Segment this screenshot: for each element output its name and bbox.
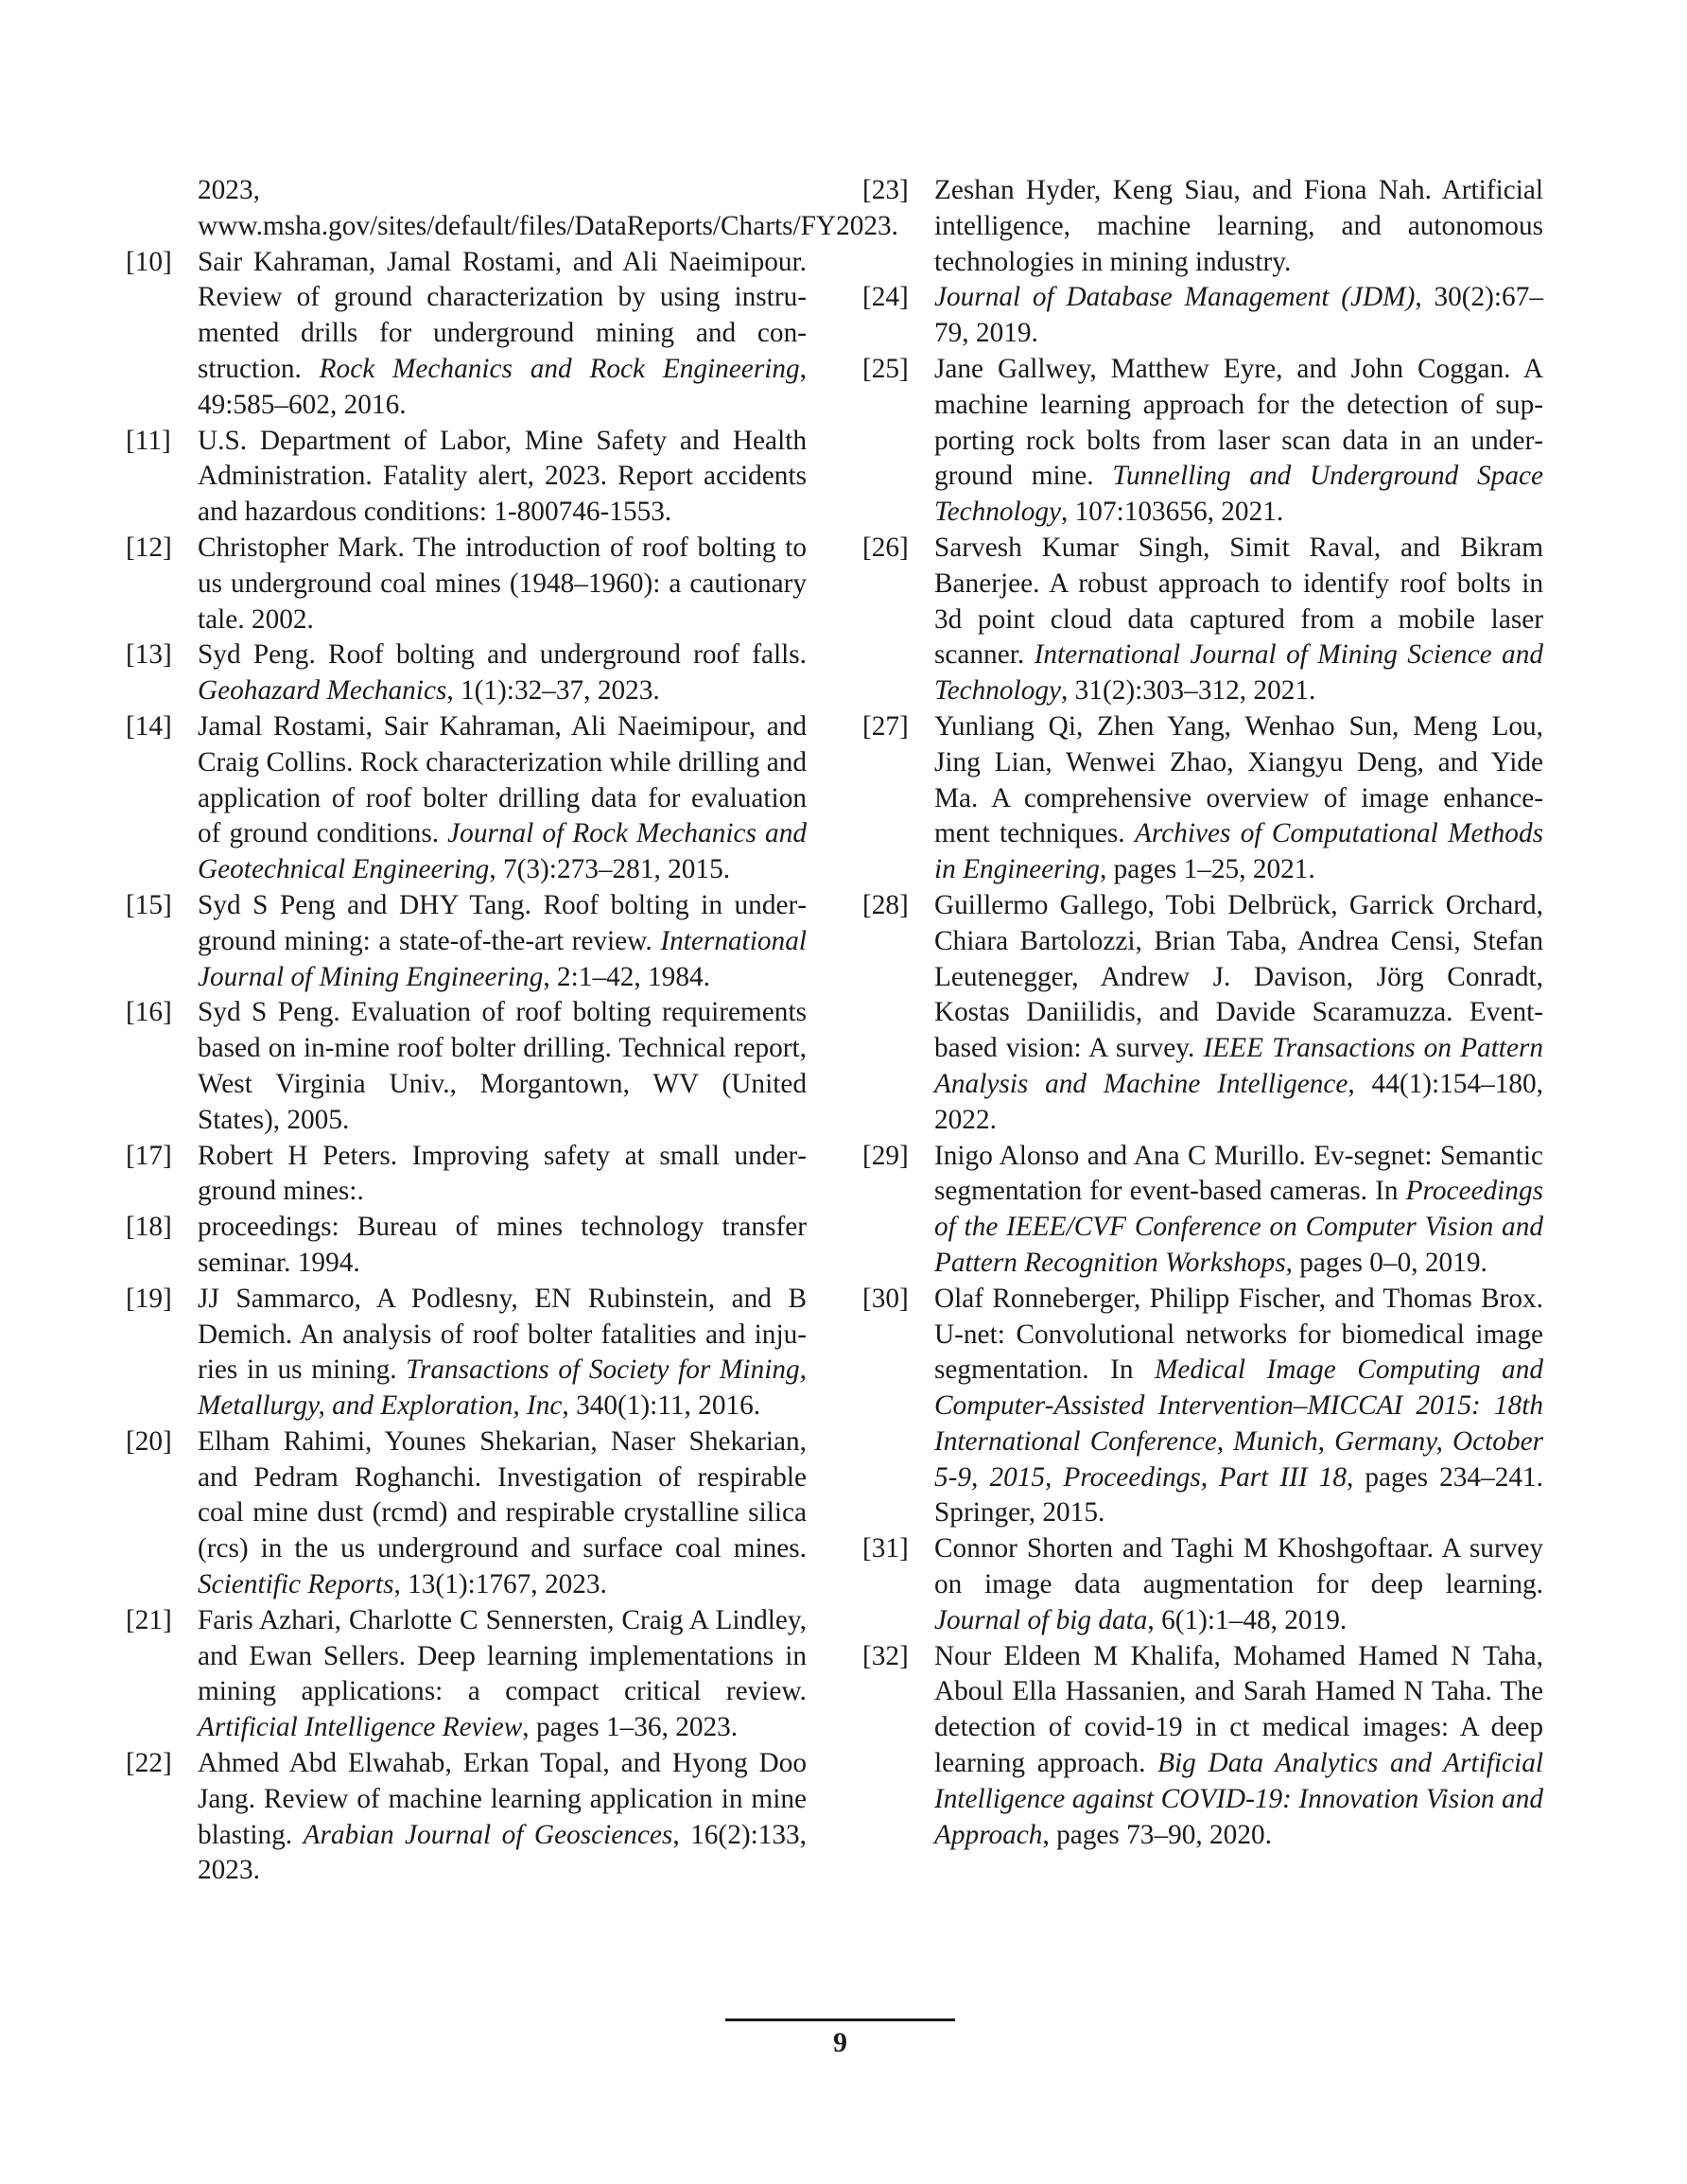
reference-number: [13]: [126, 639, 172, 671]
reference-entry: [862, 888, 1543, 1139]
reference-number: [10]: [126, 246, 172, 277]
reference-venue: Journal of Database Management (JDM): [934, 282, 1416, 313]
reference-number: [31]: [862, 1533, 909, 1564]
reference-venue: Scientific Reports: [198, 1569, 394, 1600]
reference-entry: [862, 1531, 1543, 1638]
reference-entry: [126, 173, 899, 245]
reference-segment: Christopher Mark. The introduction of roof bolting to us underground coal mines (1948–1960): a cautionary tale. 2002.: [198, 532, 807, 635]
reference-segment: Guillermo Gallego, Tobi Delbrück, Garrick Orchard, Chiara Bartolozzi, Brian Taba, Andrea Censi, Stefan Leutenegger, Andrew J. Davison, Jörg Conradt, Kostas Daniilidis, and Davide Scaramuzza. Event-based vision: A survey.: [934, 889, 1543, 1064]
page-number: 9: [833, 2027, 847, 2058]
reference-segment: Elham Rahimi, Younes Shekarian, Naser Shekarian, and Pedram Roghanchi. Investigation of respirable coal mine dust (rcmd) and respirable crystalline silica (rcs) in the us underground and surface coal mines.: [198, 1425, 807, 1564]
reference-segment: U.S. Department of Labor, Mine Safety and Health Administration. Fatality alert, 2023. Report accidents and hazardous conditions: 1-800746-1553.: [198, 425, 807, 528]
reference-venue: Journal of big data: [934, 1604, 1148, 1635]
reference-number: [25]: [862, 353, 909, 384]
reference-entry: [126, 1746, 807, 1889]
reference-segment: , 49:585–602, 2016.: [198, 353, 807, 420]
reference-venue: Journal of Rock Mechanics and Geotechnical Engineering: [198, 818, 807, 885]
reference-venue: International Journal of Mining Science and Technology: [934, 639, 1544, 707]
reference-text: [934, 709, 1543, 888]
reference-segment: Connor Shorten and Taghi M Khoshgoftaar. A survey on image data augmentation for deep learning.: [934, 1533, 1543, 1600]
reference-number: [17]: [126, 1140, 172, 1171]
reference-segment: Jane Gallwey, Matthew Eyre, and John Coggan. A machine learning approach for the detection of supporting rock bolts from laser scan data in an underground mine.: [934, 353, 1543, 492]
reference-segment: Sarvesh Kumar Singh, Simit Raval, and Bikram Banerjee. A robust approach to identify roof bolts in 3d point cloud data captured from a mobile laser scanner.: [934, 532, 1543, 671]
reference-segment: Robert H Peters. Improving safety at small underground mines:.: [198, 1140, 807, 1207]
reference-segment: , 44(1):154–180, 2022.: [934, 1068, 1544, 1135]
reference-text: [198, 1139, 807, 1211]
reference-number: [18]: [126, 1212, 172, 1243]
reference-segment: , pages 234–241. Springer, 2015.: [934, 1461, 1543, 1529]
reference-entry: [126, 1139, 807, 1211]
reference-segment: Syd S Peng and DHY Tang. Roof bolting in underground mining: a state-of-the-art review.: [198, 889, 807, 956]
reference-text: [934, 352, 1543, 531]
reference-number: [11]: [126, 425, 171, 456]
references-right-column: [862, 173, 1543, 1853]
reference-segment: Olaf Ronneberger, Philipp Fischer, and Thomas Brox. U-net: Convolutional networks for biomedical image segmentation. In: [934, 1283, 1543, 1386]
reference-segment: JJ Sammarco, A Podlesny, EN Rubinstein, and B Demich. An analysis of roof bolter fatalities and injuries in us mining.: [198, 1283, 807, 1386]
reference-text: [934, 1639, 1543, 1854]
reference-text: [198, 888, 807, 995]
reference-number: [24]: [862, 282, 909, 313]
reference-venue: Archives of Computational Methods in Engineering: [934, 818, 1544, 885]
reference-number: [27]: [862, 710, 909, 742]
reference-number: [12]: [126, 532, 172, 563]
reference-venue: Rock Mechanics and Rock Engineering: [319, 353, 800, 384]
reference-text: [934, 280, 1543, 352]
reference-entry: [126, 1282, 807, 1424]
reference-segment: , 13(1):1767, 2023.: [393, 1569, 607, 1600]
reference-entry: [862, 173, 1543, 280]
reference-number: [29]: [862, 1140, 909, 1171]
reference-venue: Proceedings of the IEEE/CVF Conference on Computer Vision and Pattern Recognition Workshops: [934, 1176, 1543, 1278]
reference-entry: [126, 1424, 807, 1603]
reference-entry: [126, 424, 807, 531]
reference-entry: [862, 1139, 1543, 1282]
reference-text: [934, 1282, 1543, 1532]
reference-text: [198, 531, 807, 638]
reference-number: [20]: [126, 1425, 172, 1457]
reference-number: [15]: [126, 889, 172, 920]
reference-text: [198, 1210, 807, 1282]
reference-segment: Inigo Alonso and Ana C Murillo. Ev-segnet: Semantic segmentation for event-based cameras. In: [934, 1140, 1543, 1207]
reference-segment: , pages 0–0, 2019.: [1285, 1247, 1487, 1278]
reference-entry: [126, 1603, 807, 1746]
reference-text: [198, 1746, 807, 1889]
reference-segment: , 107:103656, 2021.: [1061, 497, 1284, 528]
reference-segment: , 16(2):133, 2023.: [198, 1819, 808, 1886]
reference-text: [198, 1282, 807, 1424]
reference-number: [22]: [126, 1748, 172, 1779]
reference-entry: [862, 1639, 1543, 1854]
reference-text: [198, 638, 807, 709]
reference-entry: [126, 709, 807, 888]
reference-segment: Faris Azhari, Charlotte C Sennersten, Craig A Lindley, and Ewan Sellers. Deep learning implementations in mining applications: a compact critical review.: [198, 1604, 807, 1707]
reference-number: [14]: [126, 710, 172, 742]
reference-entry: [862, 531, 1543, 709]
reference-segment: , 30(2):67–79, 2019.: [934, 282, 1544, 349]
reference-segment: , 1(1):32–37, 2023.: [446, 675, 660, 707]
reference-segment: Jamal Rostami, Sair Kahraman, Ali Naeimipour, and Craig Collins. Rock characterization while drilling and application of roof bolter drilling data for evaluation of ground conditions.: [198, 710, 807, 849]
reference-entry: [126, 531, 807, 638]
reference-segment: proceedings: Bureau of mines technology transfer seminar. 1994.: [198, 1212, 807, 1278]
reference-entry: [862, 1282, 1543, 1532]
reference-venue: Transactions of Society for Mining, Metallurgy, and Exploration, Inc: [198, 1354, 807, 1422]
reference-number: [21]: [126, 1604, 172, 1635]
reference-entry: [862, 352, 1543, 531]
reference-text: [198, 1603, 807, 1746]
reference-number: [19]: [126, 1283, 172, 1314]
reference-text: [198, 709, 807, 888]
reference-text: [198, 424, 807, 531]
reference-number: [30]: [862, 1283, 909, 1314]
reference-segment: , 340(1):11, 2016.: [562, 1390, 761, 1422]
reference-text: [198, 245, 807, 424]
reference-text: [198, 995, 807, 1138]
reference-text: [934, 888, 1543, 1139]
reference-segment: Nour Eldeen M Khalifa, Mohamed Hamed N Taha, Aboul Ella Hassanien, and Sarah Hamed N Taha. The detection of covid-19 in ct medical images: A deep learning approach.: [934, 1640, 1543, 1779]
reference-entry: [126, 638, 807, 709]
reference-venue: International Journal of Mining Engineering: [198, 925, 807, 992]
reference-number: [26]: [862, 532, 909, 563]
reference-text: [198, 173, 899, 245]
reference-segment: , 7(3):273–281, 2015.: [489, 854, 731, 885]
reference-segment: , pages 73–90, 2020.: [1042, 1819, 1272, 1850]
reference-text: [934, 531, 1543, 709]
reference-segment: Ahmed Abd Elwahab, Erkan Topal, and Hyong Doo Jang. Review of machine learning application in mine blasting.: [198, 1748, 807, 1850]
reference-text: [198, 1424, 807, 1603]
reference-venue: Artificial Intelligence Review: [198, 1712, 523, 1743]
reference-segment: , 31(2):303–312, 2021.: [1061, 675, 1316, 707]
reference-venue: Geohazard Mechanics: [198, 675, 447, 707]
reference-venue: IEEE Transactions on Pattern Analysis and Machine Intelligence: [934, 1033, 1544, 1099]
reference-text: [934, 1139, 1543, 1282]
reference-venue: Tunnelling and Underground Space Technology: [934, 461, 1543, 528]
reference-segment: 2023, www.msha.gov/sites/default/files/DataReports/Charts/FY2023.: [198, 175, 899, 241]
reference-entry: [126, 1210, 807, 1282]
reference-text: [934, 1531, 1543, 1638]
reference-venue: Medical Image Computing and Computer-Assisted Intervention–MICCAI 2015: 18th International Conference, Munich, Germany, October 5-9, 2015, Proceedings, Part III 18: [934, 1354, 1543, 1493]
reference-number: [23]: [862, 175, 909, 205]
reference-number: [16]: [126, 997, 172, 1028]
reference-segment: , 2:1–42, 1984.: [543, 961, 710, 992]
reference-text: [934, 173, 1543, 280]
reference-entry: [126, 245, 807, 424]
reference-segment: Sair Kahraman, Jamal Rostami, and Ali Naeimipour. Review of ground characterization by using instrumented drills for underground mining and construction.: [198, 246, 807, 384]
reference-segment: Syd S Peng. Evaluation of roof bolting requirements based on in-mine roof bolter drilling. Technical report, West Virginia Univ., Morgantown, WV (United States), 2005.: [198, 997, 807, 1135]
reference-venue: Arabian Journal of Geosciences: [303, 1819, 673, 1850]
reference-entry: [126, 995, 807, 1138]
reference-number: [32]: [862, 1640, 909, 1671]
reference-entry: [862, 280, 1543, 352]
reference-segment: , 6(1):1–48, 2019.: [1147, 1604, 1348, 1635]
reference-segment: Yunliang Qi, Zhen Yang, Wenhao Sun, Meng Lou, Jing Lian, Wenwei Zhao, Xiangyu Deng, and Yide Ma. A comprehensive overview of image enhancement techniques.: [934, 710, 1543, 849]
reference-entry: [862, 709, 1543, 888]
reference-segment: Syd Peng. Roof bolting and underground roof falls.: [198, 639, 807, 671]
footer-rule: [725, 2018, 955, 2021]
reference-segment: , pages 1–36, 2023.: [522, 1712, 739, 1743]
reference-venue: Big Data Analytics and Artificial Intelligence against COVID-19: Innovation Vision and Approach: [934, 1748, 1543, 1850]
reference-segment: , pages 1–25, 2021.: [1099, 854, 1315, 885]
reference-number: [28]: [862, 889, 909, 920]
reference-entry: [126, 888, 807, 995]
reference-segment: Zeshan Hyder, Keng Siau, and Fiona Nah. Artificial intelligence, machine learning, and autonomous technologies in mining industry.: [934, 175, 1543, 277]
